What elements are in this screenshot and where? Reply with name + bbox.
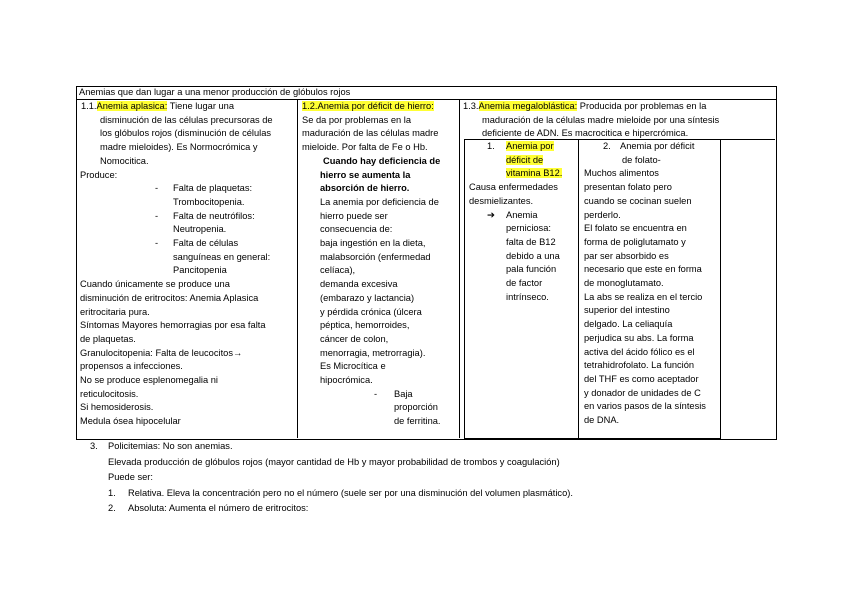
col1-intro: disminución de las células precursoras de los glóbulos rojos (disminución de células madre mieloides). Es Normocrómica y Nomocitica. <box>100 114 273 166</box>
col2-intro: Se da por problemas en la maduración de las células madre mieloide. Por falta de Fe o Hb. <box>302 114 439 153</box>
col3-num: 1.3. <box>463 101 479 111</box>
col-divider-1 <box>297 99 298 438</box>
nested-col2 <box>584 140 719 428</box>
nested-col1: 1. Anemia por déficit de vitamina B12. Causa enfermedades desmielizantes. ➔ Anemia perniciosa: falta de B12 debido a una pala función de factor intrínseco. <box>469 140 577 304</box>
item-3: 3. Policitemias: No son anemias. <box>90 441 233 451</box>
col2-rest: La anemia por deficiencia de hierro puede ser consecuencia de: baja ingestión en la dieta, malabsorción (enfermedad celíaca), demanda excesiva (embarazo y lactancia) y pérdida crónica (úlcera péptica, hemorroides, cáncer de colon, menorragia, metrorragia). Es Microcítica e hipocrómica. <box>320 196 439 386</box>
sub2-heading: 2. Anemia por déficit de folato- <box>603 141 695 165</box>
col1-first-line: 1.1.Anemia aplasica: Tiene lugar una <box>81 101 235 111</box>
sub1-heading: 1. Anemia por déficit de vitamina B12. <box>487 141 563 179</box>
col2-num: 1.2. <box>302 101 318 111</box>
sub-item: 2. Absoluta: Aumenta el número de eritrocitos: <box>108 503 309 514</box>
sub1-bullet: ➔ Anemia perniciosa: falta de B12 debido a una pala función de factor intrínseco. <box>487 209 560 302</box>
col1 <box>80 100 295 429</box>
col3-heading: Anemia megaloblástica: <box>478 101 578 111</box>
arrow-icon: ➔ <box>487 209 495 220</box>
sub-item: 1. Relativa. Eleva la concentración pero no el número (suele ser por una disminución del volumen plasmático). <box>108 487 573 498</box>
col1-heading: Anemia aplasica: <box>96 101 168 111</box>
bullet-item: - Falta de neutrófilos: Neutropenia. <box>155 210 255 235</box>
after-section: 3. Policitemias: No son anemias. Elevada producción de glóbulos rojos (mayor cantidad de Hb y mayor probabilidad de trombos y coagulación) Puede ser: 1. Relativa. Eleva la concentración pero no el número (suele ser por una disminución del volumen plasmático). 2. Absoluta: Aumenta el número de eritrocitos: <box>90 439 790 517</box>
col1-produce: Produce: <box>80 169 118 180</box>
col1-bullets <box>80 182 295 278</box>
table-title: Anemias que dan lugar a una menor producción de glóbulos rojos <box>79 87 351 97</box>
col-divider-2 <box>459 99 460 438</box>
bullet-item: - Falta de células sanguíneas en general: Pancitopenia <box>155 238 271 276</box>
nested-col-divider <box>578 140 579 438</box>
col1-num: 1.1. <box>81 101 97 111</box>
col2-first-line <box>302 100 458 114</box>
sub2-body: Muchos alimentos presentan folato pero cuando se cocinan suelen perderlo. El folato se encuentra en forma de poliglutamato y par ser absorbido es necesario que este en forma de monoglutamato. La abs se realiza en el tercio superior del intestino delgado. La celiaquía perjudica su abs. La forma activa del ácido fólico es el tetrahidrofolato. La función del THF es como aceptador y donador de unidades de C en varios pasos de la síntesis de DNA. <box>584 168 706 426</box>
bullet-item: - Falta de plaquetas: Trombocitopenia. <box>155 183 253 207</box>
col2 <box>302 100 458 429</box>
col3-intro: 1.3.Anemia megaloblástica: Producida por problemas en la maduración de la células madre mieloide por una síntesis deficiente de ADN. Es macrocitica e hipercrómica. <box>463 100 773 141</box>
col3-first-line: 1.3.Anemia megaloblástica: Producida por problemas en la <box>463 101 707 111</box>
col1-rest: Cuando únicamente se produce una disminución de eritrocitos: Anemia Aplasica eritrocitaria pura. Síntomas Mayores hemorragias por esa falta de plaquetas. Granulocitopenia: Falta de leucocitos→ propensos a infecciones. No se produce esplenomegalia ni reticulocitosis. Si hemosiderosis. Medula ósea hipocelular <box>80 279 266 427</box>
col2-heading: Anemia por déficit de hierro: <box>317 101 434 111</box>
col2-bullet: - Baja proporción de ferritina. <box>374 388 441 427</box>
col2-bold: Cuando hay deficiencia de hierro se aumenta la absorción de hierro. <box>320 155 441 194</box>
